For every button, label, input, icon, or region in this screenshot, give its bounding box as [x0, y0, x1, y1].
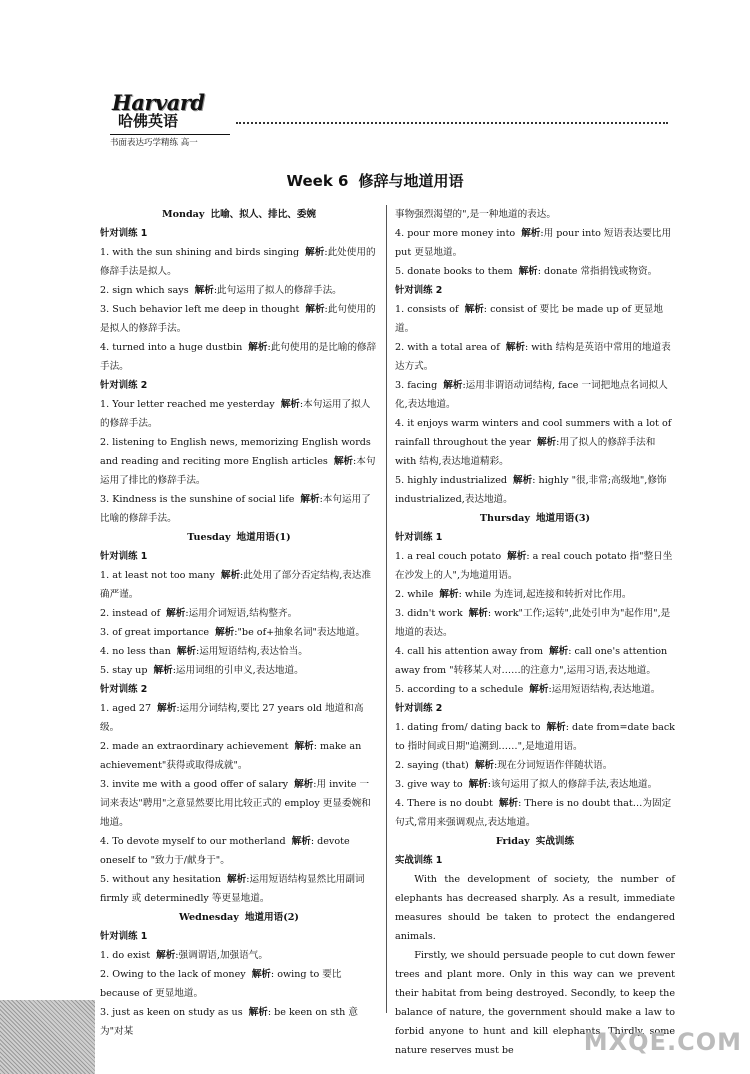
right-column: [395, 205, 675, 1060]
day-name: Tuesday: [187, 532, 231, 543]
answer-text: 1. with the sun shining and birds singing: [100, 247, 300, 258]
answer-item: [100, 281, 378, 300]
column-divider: [386, 205, 387, 1013]
analysis-note: :此处使用的修辞手法是拟人。: [100, 247, 376, 277]
analysis-label: 解析: [536, 437, 557, 448]
section-heading: 针对训练 2: [395, 285, 443, 296]
continued-text: 事物强烈渴望的",是一种地道的表达。: [395, 209, 556, 220]
analysis-note: : consist of 要比 be made up of 更显地道。: [395, 304, 663, 334]
analysis-label: 解析: [248, 1007, 268, 1018]
answer-text: 5. donate books to them: [395, 266, 513, 277]
analysis-note: :用 pour into 短语表达要比用 put 更显地道。: [395, 228, 672, 258]
publisher-logo: [100, 90, 230, 150]
left-column: [100, 205, 378, 1041]
day-topic: 地道用语(2): [244, 912, 299, 923]
answer-text: 4. it enjoys warm winters and cool summers with a lot of rainfall throughout the year: [395, 418, 672, 448]
week-label: Week 6: [286, 172, 349, 190]
week-topic: 修辞与地道用语: [358, 172, 464, 190]
analysis-label: 解析: [215, 627, 235, 638]
answer-item: [395, 224, 675, 262]
answer-item: [395, 604, 675, 642]
day-topic: 地道用语(1): [236, 532, 291, 543]
answer-item: [395, 756, 675, 775]
scan-edge-shading: [0, 1000, 95, 1074]
logo-subtitle: 书面表达巧学精练 高一: [110, 134, 230, 148]
analysis-note: :该句运用了拟人的修辞手法,表达地道。: [487, 779, 658, 790]
answer-item: [100, 300, 378, 338]
answer-item: [395, 414, 675, 471]
section-heading: 针对训练 1: [100, 931, 148, 942]
answer-text: 1. consists of: [395, 304, 459, 315]
section-heading: 针对训练 1: [100, 228, 148, 239]
analysis-label: 解析: [294, 779, 314, 790]
analysis-note: :此句运用了拟人的修辞手法。: [213, 285, 342, 296]
answer-text: 1. Your letter reached me yesterday: [100, 399, 275, 410]
analysis-note: :本句运用了排比的修辞手法。: [100, 456, 376, 486]
answer-text: 2. with a total area of: [395, 342, 500, 353]
analysis-note: :强调谓语,加强语气。: [175, 950, 268, 961]
analysis-label: 解析: [507, 551, 527, 562]
analysis-label: 解析: [156, 950, 176, 961]
analysis-label: 解析: [194, 285, 214, 296]
answer-text: 4. pour more money into: [395, 228, 516, 239]
analysis-label: 解析: [294, 741, 314, 752]
answer-text: 3. Kindness is the sunshine of social life: [100, 494, 295, 505]
page-title: [0, 170, 750, 191]
answer-text: 2. listening to English news, memorizing English words and reading and reciting more English articles: [100, 437, 371, 467]
answer-text: 5. according to a schedule: [395, 684, 524, 695]
analysis-label: 解析: [157, 703, 177, 714]
answer-text: 2. instead of: [100, 608, 161, 619]
answer-text: 3. give way to: [395, 779, 463, 790]
answer-text: 4. There is no doubt: [395, 798, 493, 809]
day-heading: [100, 908, 378, 927]
analysis-label: 解析: [166, 608, 186, 619]
analysis-note: :此句使用的是比喻的修辞手法。: [100, 342, 377, 372]
answer-item: [395, 642, 675, 680]
analysis-label: 解析: [468, 779, 488, 790]
answer-item: [100, 604, 378, 623]
answer-item: [395, 300, 675, 338]
answer-text: 1. dating from/ dating back to: [395, 722, 541, 733]
analysis-label: 解析: [439, 589, 459, 600]
day-topic: 实战训练: [535, 836, 575, 847]
analysis-label: 解析: [468, 608, 488, 619]
analysis-label: 解析: [153, 665, 173, 676]
analysis-label: 解析: [291, 836, 311, 847]
answer-text: 2. made an extraordinary achievement: [100, 741, 289, 752]
analysis-label: 解析: [464, 304, 484, 315]
day-name: Wednesday: [179, 912, 239, 923]
answer-text: 2. saying (that): [395, 760, 469, 771]
answer-text: 4. To devote myself to our motherland: [100, 836, 286, 847]
answer-text: 3. Such behavior left me deep in thought: [100, 304, 300, 315]
analysis-label: 解析: [305, 247, 325, 258]
answer-item: [100, 965, 378, 1003]
analysis-label: 解析: [251, 969, 271, 980]
answer-item: [100, 490, 378, 528]
answer-item: [395, 471, 675, 509]
answer-text: 1. a real couch potato: [395, 551, 502, 562]
analysis-label: 解析: [305, 304, 325, 315]
answer-item: [100, 870, 378, 908]
header-dotted-rule: [236, 122, 668, 124]
analysis-note: : with 结构是英语中常用的地道表达方式。: [395, 342, 671, 372]
answer-text: 5. stay up: [100, 665, 148, 676]
logo-brand: Harvard: [112, 90, 205, 115]
answer-text: 4. call his attention away from: [395, 646, 544, 657]
answer-text: 3. didn't work: [395, 608, 463, 619]
analysis-note: :用了拟人的修辞手法和 with 结构,表达地道精彩。: [395, 437, 656, 467]
analysis-note: :此处用了部分否定结构,表达准确严谨。: [100, 570, 372, 600]
analysis-note: :运用分词结构,要比 27 years old 地道和高级。: [100, 703, 364, 733]
analysis-note: :本句运用了比喻的修辞手法。: [100, 494, 371, 524]
answer-text: 5. highly industrialized: [395, 475, 508, 486]
answer-item: [100, 338, 378, 376]
essay-paragraph: Firstly, we should persuade people to cut down fewer trees and plant more. Only in this way can we prevent their habitat from being destroyed. Secondly, to keep the balance of nature, the government should make a law to forbid anyone to hunt and kill elephants. Thirdly, some nature reserves must be: [395, 950, 675, 1056]
analysis-note: :本句运用了拟人的修辞手法。: [100, 399, 371, 429]
analysis-label: 解析: [248, 342, 268, 353]
answer-item: [100, 433, 378, 490]
section-heading: 针对训练 2: [395, 703, 443, 714]
analysis-note: : There is no doubt that…为固定句式,常用来强调观点,表达地道。: [395, 798, 672, 828]
answer-item: [100, 737, 378, 775]
answer-item: [100, 243, 378, 281]
day-name: Thursday: [479, 513, 530, 524]
answer-item: [100, 623, 378, 642]
analysis-label: 解析: [443, 380, 463, 391]
answer-item: [100, 946, 378, 965]
day-name: Monday: [161, 209, 205, 220]
analysis-note: :运用短语结构,表达恰当。: [195, 646, 308, 657]
analysis-label: 解析: [498, 798, 519, 809]
answer-item: [395, 376, 675, 414]
answer-item: [395, 718, 675, 756]
answer-item: [395, 338, 675, 376]
section-heading: 针对训练 2: [100, 380, 148, 391]
analysis-label: 解析: [176, 646, 196, 657]
answer-text: 3. just as keen on study as us: [100, 1007, 243, 1018]
answer-text: 3. facing: [395, 380, 438, 391]
analysis-label: 解析: [549, 646, 569, 657]
analysis-label: 解析: [529, 684, 549, 695]
section-heading: 针对训练 2: [100, 684, 148, 695]
answer-item: [395, 585, 675, 604]
analysis-note: :运用短语结构显然比用副词 firmly 或 determinedly 等更显地道。: [100, 874, 365, 904]
analysis-note: : a real couch potato 指"整日坐在沙发上的人",为地道用语。: [395, 551, 673, 581]
answer-text: 1. aged 27: [100, 703, 152, 714]
answer-item: [100, 699, 378, 737]
answer-text: 1. do exist: [100, 950, 151, 961]
answer-text: 3. invite me with a good offer of salary: [100, 779, 289, 790]
answer-text: 4. turned into a huge dustbin: [100, 342, 243, 353]
logo-brand-cn: 哈佛英语: [118, 112, 179, 130]
analysis-note: : donate 常指捐钱或物资。: [537, 266, 658, 277]
day-heading: [100, 528, 378, 547]
analysis-label: 解析: [280, 399, 300, 410]
analysis-label: 解析: [220, 570, 241, 581]
analysis-note: : be keen on sth 意为"对某: [100, 1007, 358, 1037]
day-topic: 比喻、拟人、排比、委婉: [210, 209, 317, 220]
answer-item: [100, 832, 378, 870]
analysis-note: :运用非谓语动词结构, face 一词把地点名词拟人化,表达地道。: [395, 380, 668, 410]
answer-item: [100, 566, 378, 604]
answer-item: [395, 794, 675, 832]
answer-item: [100, 775, 378, 832]
analysis-note: : while 为连词,起连接和转折对比作用。: [458, 589, 632, 600]
analysis-label: 解析: [227, 874, 247, 885]
answer-text: 2. sign which says: [100, 285, 189, 296]
analysis-note: : make an achievement"获得或取得成就"。: [100, 741, 362, 771]
answer-item: [395, 775, 675, 794]
day-heading: [100, 205, 378, 224]
answer-item: [100, 642, 378, 661]
analysis-note: :运用介词短语,结构整齐。: [185, 608, 298, 619]
analysis-note: :"be of+抽象名词"表达地道。: [234, 627, 365, 638]
answer-item: [100, 1003, 378, 1041]
section-heading: 实战训练 1: [395, 855, 443, 866]
day-heading: [395, 509, 675, 528]
analysis-note: : owing to 要比 because of 更显地道。: [100, 969, 342, 999]
answer-text: 3. of great importance: [100, 627, 210, 638]
essay-paragraph: With the development of society, the number of elephants has decreased sharply. As a result, immediate measures should be taken to protect the endangered animals.: [395, 874, 675, 942]
analysis-note: : highly "很,非常;高级地",修饰 industrialized,表达地道。: [395, 475, 667, 505]
section-heading: 针对训练 1: [395, 532, 443, 543]
analysis-note: : work"工作;运转",此处引申为"起作用",是地道的表达。: [395, 608, 671, 638]
answer-item: [100, 395, 378, 433]
answer-text: 5. without any hesitation: [100, 874, 222, 885]
analysis-label: 解析: [300, 494, 320, 505]
analysis-label: 解析: [333, 456, 353, 467]
analysis-note: :此句使用的是拟人的修辞手法。: [100, 304, 376, 334]
analysis-label: 解析: [474, 760, 494, 771]
answer-text: 2. Owing to the lack of money: [100, 969, 246, 980]
analysis-note: :现在分词短语作伴随状语。: [494, 760, 613, 771]
watermark: MXQE.COM: [583, 1028, 742, 1056]
analysis-note: : date from=date back to 指时间或日期"追溯到……",是地道用语。: [395, 722, 675, 752]
answer-text: 1. at least not too many: [100, 570, 215, 581]
day-name: Friday: [495, 836, 530, 847]
answer-item: [100, 661, 378, 680]
analysis-note: : devote oneself to "致力于/献身于"。: [100, 836, 350, 866]
day-topic: 地道用语(3): [535, 513, 591, 524]
answer-text: 4. no less than: [100, 646, 171, 657]
section-heading: 针对训练 1: [100, 551, 148, 562]
analysis-note: :运用短语结构,表达地道。: [548, 684, 661, 695]
analysis-label: 解析: [546, 722, 566, 733]
analysis-label: 解析: [505, 342, 525, 353]
answer-text: 2. while: [395, 589, 434, 600]
analysis-note: :用 invite 一词来表达"聘用"之意显然要比用比较正式的 employ 更显委婉和地道。: [100, 779, 371, 828]
answer-item: [395, 262, 675, 281]
analysis-note: : call one's attention away from "转移某人对……的注意力",运用习语,表达地道。: [395, 646, 668, 676]
analysis-label: 解析: [518, 266, 538, 277]
day-heading: [395, 832, 675, 851]
analysis-note: :运用词组的引申义,表达地道。: [172, 665, 304, 676]
answer-item: [395, 547, 675, 585]
analysis-label: 解析: [521, 228, 541, 239]
answer-item: [395, 680, 675, 699]
analysis-label: 解析: [513, 475, 533, 486]
